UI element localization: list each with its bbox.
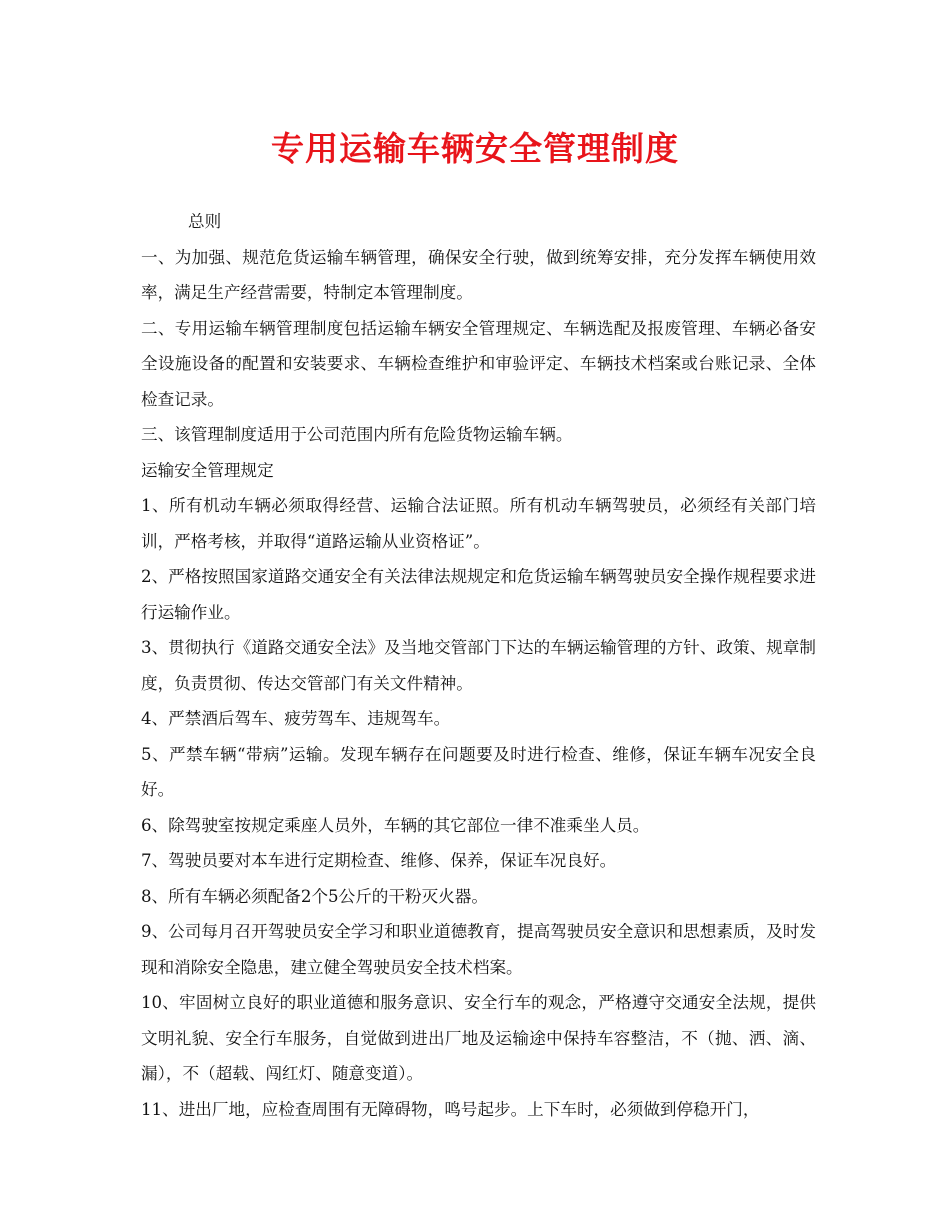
rule-item: 2、严格按照国家道路交通安全有关法律法规规定和危货运输车辆驾驶员安全操作规程要求进行运输作业。	[141, 567, 816, 622]
rule-item: 3、贯彻执行《道路交通安全法》及当地交管部门下达的车辆运输管理的方针、政策、规章制度，负责贯彻、传达交管部门有关文件精神。	[141, 638, 816, 693]
rule-item: 8、所有车辆必须配备2个5公斤的干粉灭火器。	[141, 886, 488, 906]
document-body	[141, 204, 816, 1127]
rule-item: 11、进出厂地，应检查周围有无障碍物，鸣号起步。上下车时，必须做到停稳开门，	[141, 1099, 760, 1119]
section-heading-general: 总则	[188, 212, 222, 231]
document-title: 专用运输车辆安全管理制度	[271, 129, 679, 168]
rule-item: 4、严禁酒后驾车、疲劳驾车、违规驾车。	[141, 709, 451, 728]
rule-item: 6、除驾驶室按规定乘座人员外，车辆的其它部位一律不准乘坐人员。	[141, 815, 650, 835]
rule-item: 9、公司每月召开驾驶员安全学习和职业道德教育，提高驾驶员安全意识和思想素质，及时发现和消除安全隐患，建立健全驾驶员安全技术档案。	[141, 922, 816, 977]
paragraph: 二、专用运输车辆管理制度包括运输车辆安全管理规定、车辆选配及报废管理、车辆必备安全设施设备的配置和安装要求、车辆检查维护和审验评定、车辆技术档案或台账记录、全体检查记录。	[141, 318, 816, 409]
paragraph: 一、为加强、规范危货运输车辆管理，确保安全行驶，做到统筹安排，充分发挥车辆使用效率，满足生产经营需要，特制定本管理制度。	[141, 247, 816, 302]
rule-item: 5、严禁车辆“带病”运输。发现车辆存在问题要及时进行检查、维修，保证车辆车况安全良好。	[141, 744, 816, 799]
rule-item: 10、牢固树立良好的职业道德和服务意识、安全行车的观念，严格遵守交通安全法规，提供文明礼貌、安全行车服务，自觉做到进出厂地及运输途中保持车容整洁，不（抛、洒、滴、漏），不（超载、闯红灯、随意变道）。	[141, 993, 816, 1083]
section-heading-safety-rules: 运输安全管理规定	[141, 460, 274, 480]
paragraph: 三、该管理制度适用于公司范围内所有危险货物运输车辆。	[141, 425, 573, 444]
rule-item: 7、驾驶员要对本车进行定期检查、维修、保养，保证车况良好。	[141, 851, 617, 870]
rule-item: 1、所有机动车辆必须取得经营、运输合法证照。所有机动车辆驾驶员，必须经有关部门培训，严格考核，并取得“道路运输从业资格证”。	[141, 496, 816, 551]
